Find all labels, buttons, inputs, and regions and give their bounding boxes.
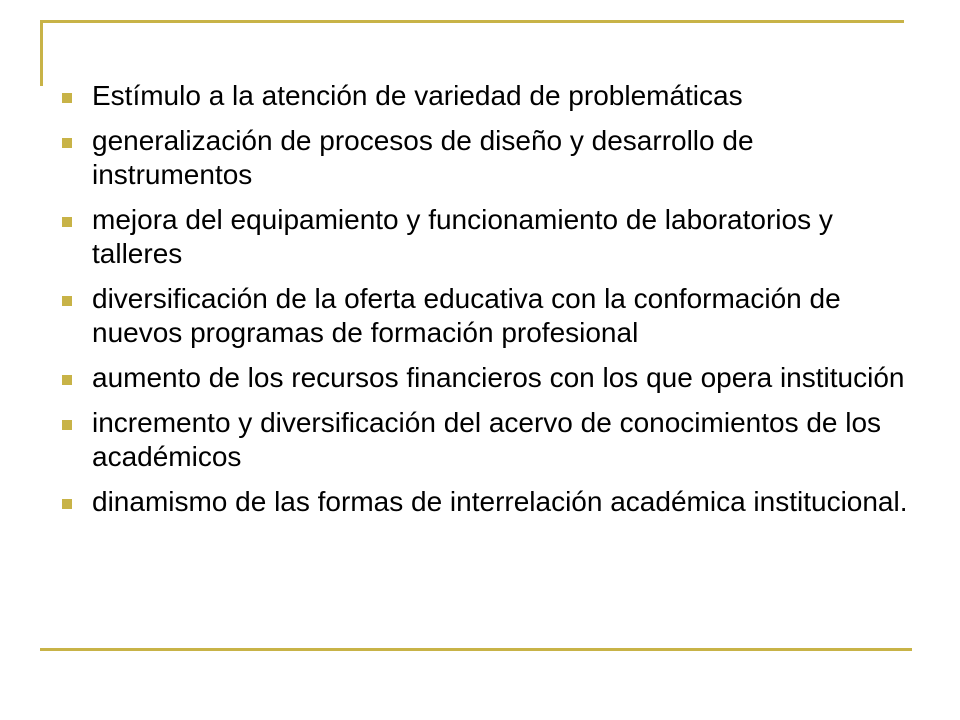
bullet-item (60, 282, 910, 350)
frame-top-rule (40, 20, 904, 23)
bullet-item (60, 406, 910, 474)
bullet-item (60, 361, 910, 395)
bullet-text: mejora del equipamiento y funcionamiento de laboratorios y talleres (92, 204, 833, 269)
frame-bottom-rule (40, 648, 912, 651)
square-bullet-icon (62, 499, 72, 509)
bullet-text: generalización de procesos de diseño y desarrollo de instrumentos (92, 125, 754, 190)
square-bullet-icon (62, 296, 72, 306)
bullet-text: dinamismo de las formas de interrelación académica institucional. (92, 486, 908, 517)
frame-left-rule (40, 20, 43, 86)
bullet-item (60, 203, 910, 271)
bullet-text: Estímulo a la atención de variedad de problemáticas (92, 80, 743, 111)
square-bullet-icon (62, 420, 72, 430)
bullet-text: diversificación de la oferta educativa con la conformación de nuevos programas de formación profesional (92, 283, 841, 348)
bullet-item (60, 79, 910, 113)
square-bullet-icon (62, 93, 72, 103)
square-bullet-icon (62, 138, 72, 148)
bullet-item (60, 485, 910, 519)
bullet-list (60, 79, 910, 530)
bullet-text: incremento y diversificación del acervo de conocimientos de los académicos (92, 407, 882, 472)
square-bullet-icon (62, 217, 72, 227)
bullet-text: aumento de los recursos financieros con los que opera institución (92, 362, 905, 393)
square-bullet-icon (62, 375, 72, 385)
bullet-item (60, 124, 910, 192)
